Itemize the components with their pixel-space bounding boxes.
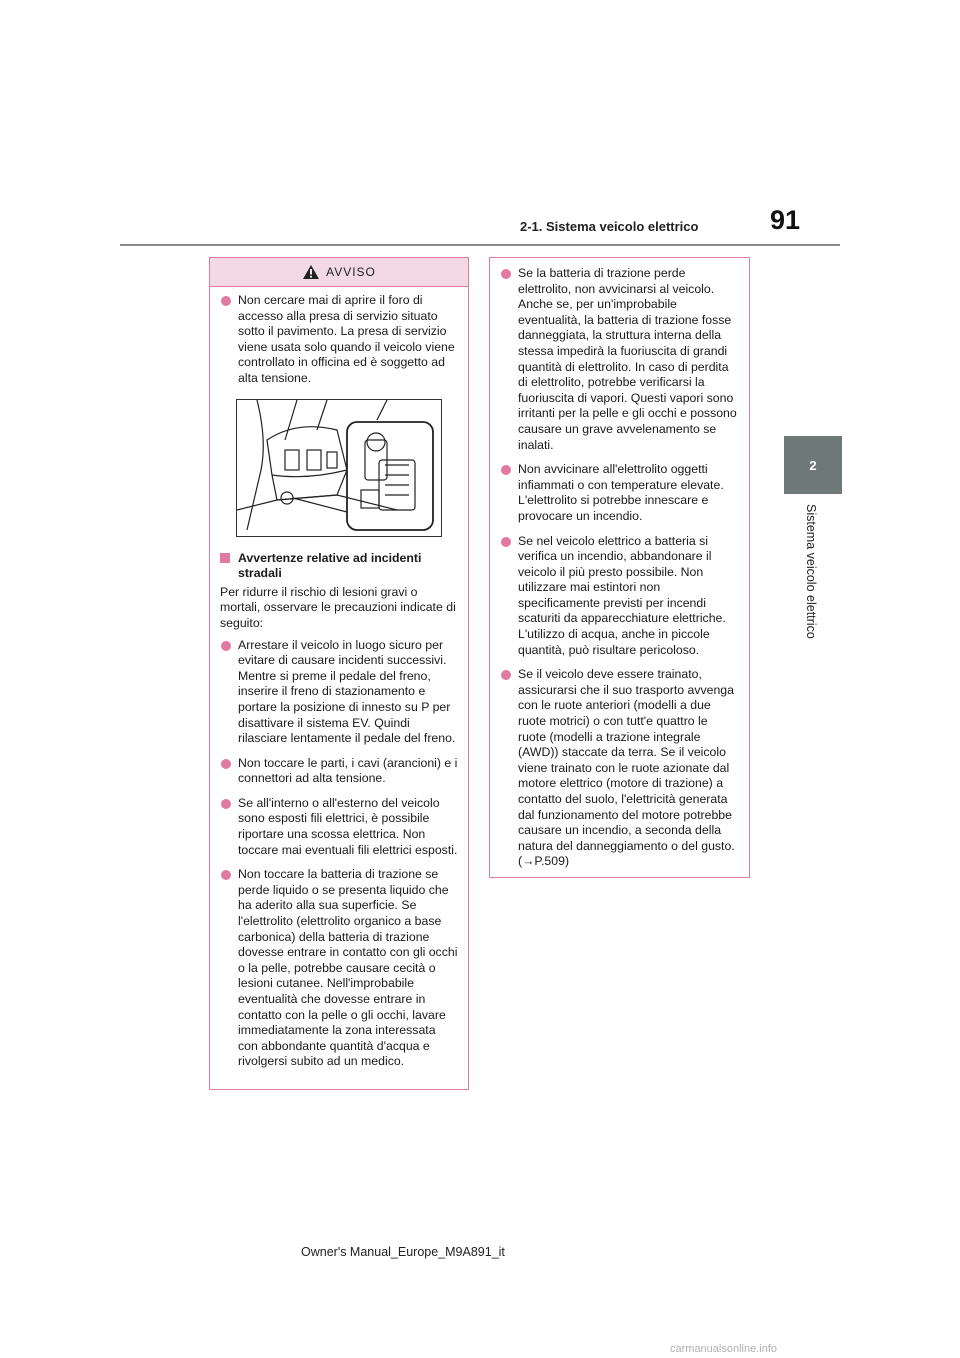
warning-box-left xyxy=(209,257,469,1090)
chapter-label: Sistema veicolo elettrico xyxy=(804,504,818,639)
warning-bullet: Non toccare la batteria di trazione se perde liquido o se presenta liquido che ha aderito alla sua superficie. Se l'elettrolito (elettrolito organico a base carbonica) della batteria di trazione dovesse entrare in contatto con gli occhi o la pelle, potrebbe causare cecità o lesioni cutanee. Nell'improbabile eventualità che dovesse entrare in contatto con la pelle o gli occhi, lavare immediatamente la zona interessata con abbondante quantità d'acqua e rivolgersi subito ad un medico. xyxy=(220,867,458,1070)
intro-paragraph: Per ridurre il rischio di lesioni gravi o mortali, osservare le precauzioni indicate di seguito: xyxy=(220,584,456,630)
service-plug-drawing xyxy=(237,400,441,536)
warning-bullet: Se la batteria di trazione perde elettrolito, non avvicinarsi al veicolo. Anche se, per un'improbabile eventualità, la batteria di trazione fosse danneggiata, la struttura interna della stessa impedirà la fuoriuscita di grandi quantità di elettrolito. In caso di perdita di elettrolito, potrebbe verificarsi la fuoriuscita di vapori. Questi vapori sono irritanti per la pelle e gli occhi e possono causare un grave avvelenamento se inalati. xyxy=(500,266,739,453)
watermark: carmanualsonline.info xyxy=(670,1343,778,1355)
header-divider xyxy=(120,244,840,246)
section-title: 2-1. Sistema veicolo elettrico xyxy=(520,219,699,234)
warning-title: AVVISO xyxy=(326,265,376,279)
warning-box-right xyxy=(489,257,750,878)
warning-bullet: Non toccare le parti, i cavi (arancioni) e i connettori ad alta tensione. xyxy=(220,756,458,787)
warning-bullet: Arrestare il veicolo in luogo sicuro per evitare di causare incidenti successivi. Mentre si preme il pedale del freno, inserire il freno di stazionamento e portare la posizione di innesto su P per disattivare il sistema EV. Quindi rilasciare lentamente il pedale del freno. xyxy=(220,638,458,747)
warning-triangle-icon xyxy=(302,264,320,280)
warning-bullet: Se il veicolo deve essere trainato, assicurarsi che il suo trasporto avvenga con le ruote anteriori (modelli a due ruote motrici) o con tutt'e quattro le ruote (modelli a trazione integrale (AWD)) staccate da terra. Se il veicolo viene trainato con le ruote azionate dal motore elettrico (motore di trazione) a contatto del suolo, l'elettricità generata dal funzionamento del motore potrebbe causare un incendio, a seconda della natura del danneggiamento o del gusto. (→P.509) xyxy=(500,667,739,870)
chapter-tab[interactable]: 2 xyxy=(784,436,842,494)
subheading-road-accidents: Avvertenze relative ad incidenti stradali xyxy=(220,551,458,582)
warning-bullet: Se all'interno o all'esterno del veicolo sono esposti fili elettrici, è possibile riportare una scossa elettrica. Non toccare mai eventuali fili elettrici esposti. xyxy=(220,796,458,858)
service-plug-illustration xyxy=(236,399,442,537)
warning-bullet: Se nel veicolo elettrico a batteria si verifica un incendio, abbandonare il veicolo il più presto possibile. Non utilizzare mai estintori non specificamente previsti per incendi scaturiti da apparecchiature elettriche. L'utilizzo di acqua, anche in piccole quantità, può risultare pericoloso. xyxy=(500,534,739,659)
warning-header xyxy=(210,258,468,287)
warning-bullet: Non avvicinare all'elettrolito oggetti infiammati o con temperature elevate. L'elettrolito si potrebbe innescare e provocare un incendio. xyxy=(500,462,739,524)
warning-content-right xyxy=(490,258,749,870)
manual-id: Owner's Manual_Europe_M9A891_it xyxy=(301,1245,505,1259)
page-number: 91 xyxy=(770,205,801,235)
warning-bullet: Non cercare mai di aprire il foro di accesso alla presa di servizio situato sotto il pavimento. La presa di servizio viene usata solo quando il veicolo viene controllato in officina ed è soggetto ad alta tensione. xyxy=(220,293,458,387)
warning-content-left xyxy=(210,287,468,1070)
